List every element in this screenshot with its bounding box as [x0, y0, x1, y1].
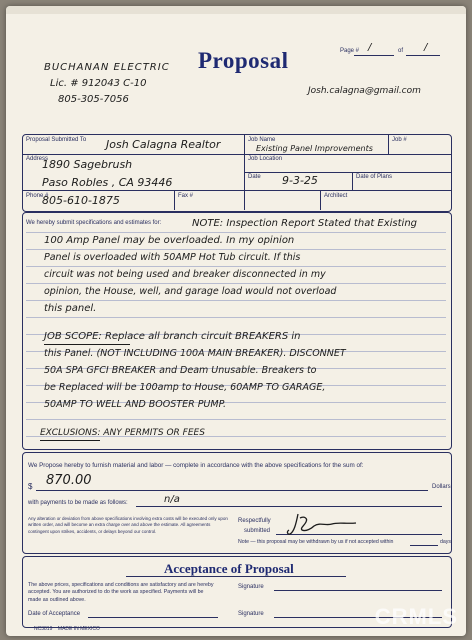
spec-line: JOB SCOPE: Replace all branch circuit BREAKERS in: [44, 331, 301, 342]
spec-line: be Replaced will be 100amp to House, 60AMP TO GARAGE,: [44, 382, 326, 393]
fax-label: Fax #: [178, 193, 194, 199]
spec-line: 100 Amp Panel may be overloaded. In my opinion: [44, 235, 295, 246]
dollar-sign: $: [28, 482, 33, 491]
payments-label: with payments to be made as follows:: [28, 500, 128, 506]
job-location-label: Job Location: [248, 156, 283, 162]
architect-label: Architect: [324, 193, 348, 199]
form-footer: [34, 626, 100, 632]
acceptance-text: The above prices, specifications and conditions are satisfactory and are hereby accepted. You are authorized to do the work as specified. Payments will be made as outlined above.: [28, 582, 214, 603]
signature-line: [274, 590, 442, 591]
respectfully-label: Respectfully: [238, 518, 271, 524]
date-of-acceptance-label: Date of Acceptance: [28, 611, 81, 617]
license-number: Lic. # 912043 C-10: [50, 78, 147, 89]
date-label: Date: [248, 174, 261, 180]
dollars-label: Dollars: [432, 484, 451, 490]
submitted-to-value: Josh Calagna Realtor: [106, 138, 221, 151]
amount-value: 870.00: [46, 473, 92, 488]
job-number-label: Job #: [392, 137, 407, 143]
of-label: of: [398, 48, 404, 54]
spec-line: NOTE: Inspection Report Stated that Existing: [192, 218, 418, 229]
address-line-2: Paso Robles , CA 93446: [42, 176, 173, 189]
proposal-form: [6, 6, 466, 636]
made-in: MADE IN MEXICO: [57, 626, 100, 632]
days-label: days.: [440, 539, 453, 545]
top-binding-strip: [6, 6, 466, 14]
spec-line: circuit was not being used and breaker disconnected in my: [44, 269, 326, 280]
page-label: Page #: [340, 48, 360, 54]
acceptance-title: Acceptance of Proposal: [164, 561, 294, 576]
payments-value: n/a: [164, 494, 180, 505]
submitted-label: submitted: [244, 528, 271, 534]
crmls-watermark: CRMLS: [374, 604, 458, 629]
propose-text: We Propose hereby to furnish material and labor — complete in accordance with the above specifications for the sum of:: [28, 462, 364, 469]
signature-label: Signature: [238, 584, 264, 590]
phone-value: 805-610-1875: [42, 194, 120, 207]
spec-line: 50A SPA GFCI BREAKER and Deam Unusable. Breakers to: [44, 365, 317, 376]
specifications-intro: We hereby submit specifications and estimates for:: [26, 220, 162, 226]
company-phone: 805-305-7056: [58, 94, 129, 105]
job-name-label: Job Name: [248, 137, 276, 143]
form-title: Proposal: [198, 48, 289, 73]
signature-label-2: Signature: [238, 611, 264, 617]
page-value: /: [368, 42, 372, 53]
address-label: Address: [26, 156, 49, 162]
withdraw-note: Note — this proposal may be withdrawn by us if not accepted within: [238, 539, 394, 545]
form-id: NC3819: [34, 626, 53, 632]
company-name: BUCHANAN ELECTRIC: [44, 62, 170, 73]
submitted-to-label: Proposal Submitted To: [26, 137, 87, 143]
phone-label: Phone #: [26, 193, 49, 199]
spec-line: 50AMP TO WELL AND BOOSTER PUMP.: [44, 399, 227, 410]
contractor-signature: [286, 512, 376, 538]
contact-email: Josh.calagna@gmail.com: [308, 86, 421, 96]
job-name-value: Existing Panel Improvements: [256, 144, 373, 153]
date-of-plans-label: Date of Plans: [356, 174, 393, 180]
exclusions-line: EXCLUSIONS: ANY PERMITS OR FEES: [40, 428, 205, 438]
spec-line: this panel.: [44, 303, 97, 314]
of-value: /: [424, 42, 428, 53]
date-of-acceptance-line: [88, 617, 218, 618]
spec-line: Panel is overloaded with 50AMP Hot Tub circuit. If this: [44, 252, 301, 263]
spec-line: this Panel. (NOT INCLUDING 100A MAIN BREAKER). DISCONNET: [44, 348, 346, 359]
date-value: 9-3-25: [282, 174, 318, 187]
address-line-1: 1890 Sagebrush: [42, 158, 133, 171]
fine-print: Any alteration or deviation from above specifications involving extra costs will be executed only upon written order, and will become an extra charge over and above the estimate. All agreements contingent upon strikes, accidents, or delays beyond our control.: [28, 516, 228, 534]
spec-line: opinion, the House, well, and garage load would not overload: [44, 286, 337, 297]
